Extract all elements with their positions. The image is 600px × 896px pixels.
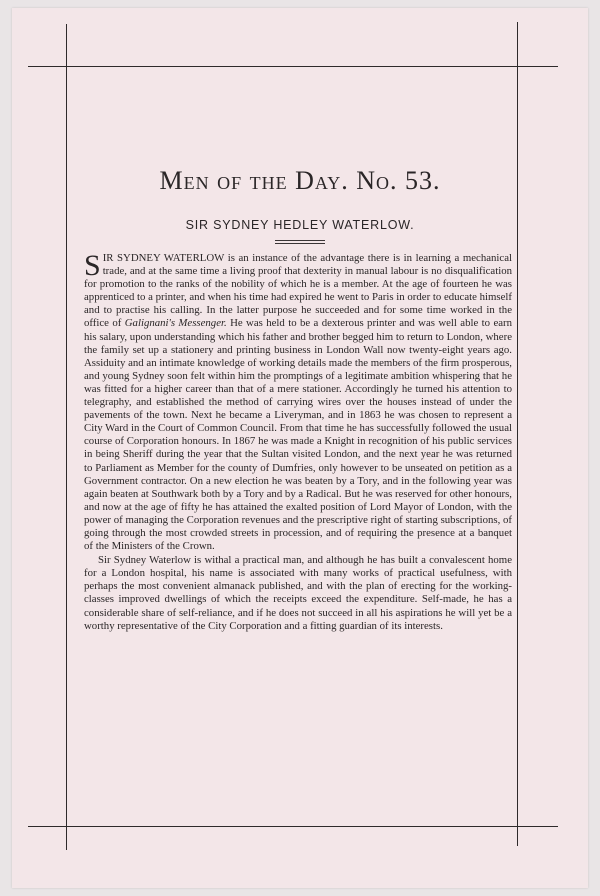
border-bottom-rule (28, 826, 558, 827)
article-subtitle: SIR SYDNEY HEDLEY WATERLOW. (185, 218, 415, 232)
paragraph-2: Sir Sydney Waterlow is withal a practical man, and although he has built a convalescent home for a London hospital, his name is associated with many works of practical usefulness, with perhaps the most convenient almanack published, and with the plan of erecting for the working-classes improved dwellings of which the receipts exceed the expenditure. Self-made, he has a considerable share of self-reliance, and if he does not succeed in all his aspirations he will yet be a worthy representative of the City Corporation and a fitting guardian of its interests. (84, 554, 512, 632)
decorative-rule-bottom (275, 243, 325, 244)
paragraph-1-rest: He was held to be a dexterous printer and was well able to earn his salary, upon understanding which his father and brother begged him to return to London, where the family set up a stationery and printing business in London Wall now twenty-eight years ago. Assiduity and an intimate knowledge of working details made the members of the firm prosperous, and young Sydney soon felt within him the promptings of a legitimate ambition whispering that he was fitted for a higher career than that of a mere stationer. Accordingly he turned his attention to telegraphy, and established the method of carrying wires over the houses instead of under the pavements of the town. Next he became a Liveryman, and in 1863 he was chosen to represent a City Ward in the Court of Common Council. From that time he has successfully followed the usual course of Corporation honours. In 1867 he was made a Knight in recognition of his public services in being Sheriff during the year that the Sultan visited London, and the next year he was returned to Parliament as Member for the county of Dumfries, only however to be unseated on petition as a Government contractor. On a new election he was beaten by a Tory, and in the following year was again beaten at Southwark both by a Tory and by a Radical. But he was reserved for other honours, and now at the age of fifty he has attained the exalted position of Lord Mayor of London, with the power of managing the Corporation revenues and the prescriptive right of starting subscriptions, of going through the most crowded streets in procession, and of requiring the presence at a banquet of the Ministers of the Crown. (84, 317, 513, 553)
paragraph-1-lead: IR SYDNEY WATERLOW is an instance of the advantage there is in learning a mechanical trade, and at the same time a living proof that dexterity in manual labour is no disqualification for promotion to the ranks of the nobility of which he is a member. At the age of fourteen he was apprenticed to a printer, and when his time had expired he went to Paris in order to educate himself and to practise his calling. In the latter purpose he succeeded and for some time worked in the office of (84, 252, 513, 330)
article-body (84, 249, 513, 633)
border-left-rule (66, 24, 67, 850)
newspaper-name: Galignani's Messenger. (124, 317, 227, 330)
border-top-rule (28, 66, 558, 67)
page-title: Men of the Day. No. 53. (159, 166, 441, 195)
drop-cap: S (84, 249, 101, 282)
border-right-rule (517, 22, 518, 846)
paragraph-1 (84, 249, 513, 553)
decorative-rule-top (275, 240, 325, 241)
